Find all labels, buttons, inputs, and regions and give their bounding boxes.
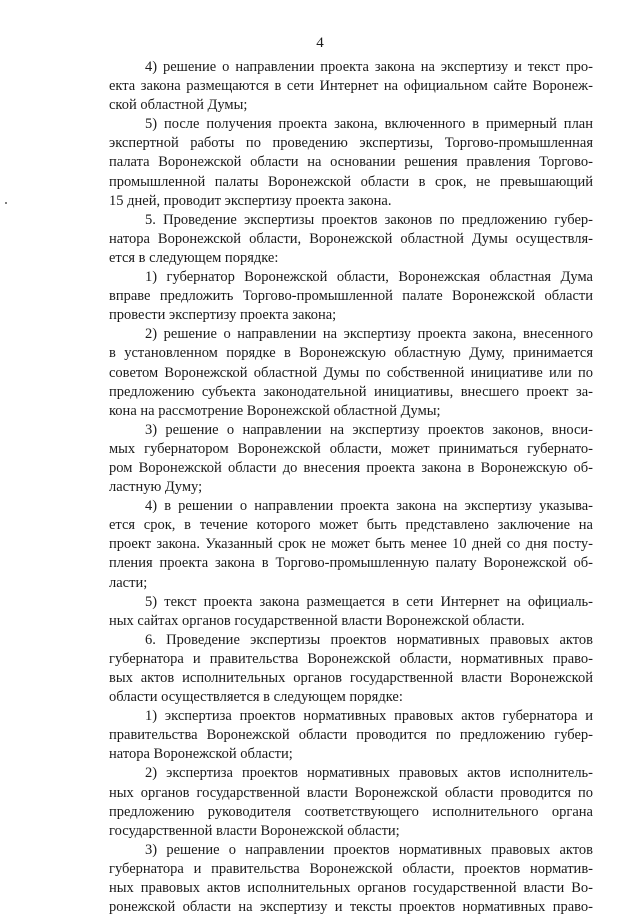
text-line: мых губернатором Воронежской области, может приниматься губернато- (109, 440, 593, 457)
text-line: кона на рассмотрение Воронежской областной Думы; (109, 402, 441, 419)
text-line: 4) в решении о направлении проекта закона на экспертизу указыва- (145, 498, 593, 515)
paragraph (109, 268, 593, 325)
text-line: пления проекта закона в Торгово-промышленную палату Воронежской об- (109, 555, 593, 572)
text-line: ется в следующем порядке: (109, 249, 279, 266)
text-line: палата Воронежской области на основании решения правления Торгово- (109, 154, 593, 171)
text-line: 2) решение о направлении на экспертизу проекта закона, внесенного (145, 326, 593, 343)
text-line: 5) после получения проекта закона, включенного в примерный план (145, 116, 593, 133)
text-line: натора Воронежской области; (109, 746, 293, 763)
text-line: губернатора и правительства Воронежской области, проектов норматив- (109, 860, 593, 877)
text-line: предложению руководителя соответствующего исполнительного органа (109, 803, 593, 820)
text-line: вых актов исполнительных органов государственной власти Воронежской (109, 670, 593, 686)
paragraph (109, 707, 593, 764)
paragraph (109, 211, 593, 268)
paragraph (109, 325, 593, 420)
text-line: 1) губернатор Воронежской области, Воронежская областная Дума (145, 269, 593, 286)
text-line: ных органов государственной власти Воронежской области проводится по (109, 784, 593, 801)
text-line: 5) текст проекта закона размещается в сети Интернет на официаль- (145, 593, 593, 610)
text-line: области осуществляется в следующем порядке: (109, 689, 403, 706)
text-line: натора Воронежской области, Воронежской областной Думы осуществля- (109, 230, 593, 247)
text-line: 3) решение о направлении на экспертизу проектов законов, вноси- (145, 421, 593, 438)
text-line: в установленном порядке в Воронежскую областную Думу, принимается (109, 345, 593, 362)
text-line: провести экспертизу проекта закона; (109, 307, 337, 324)
text-line: советом Воронежской областной Думы по собственной инициативе или по (109, 364, 593, 381)
page-number: 4 (316, 35, 324, 51)
paragraph (109, 631, 593, 707)
text-line: губернатора и правительства Воронежской области, нормативных право- (109, 650, 593, 667)
paragraph (109, 421, 593, 497)
text-line: 5. Проведение экспертизы проектов законов по предложению губер- (145, 211, 593, 228)
text-line: вправе предложить Торгово-промышленной палате Воронежской области (109, 288, 593, 305)
text-line: проект закона. Указанный срок не может быть менее 10 дней со дня посту- (109, 536, 593, 553)
text-line: екта закона размещаются в сети Интернет на официальном сайте Воронеж- (109, 78, 593, 95)
text-line: экспертной работы по проведению экспертизы, Торгово-промышленная (109, 135, 593, 152)
text-line: 2) экспертиза проектов нормативных правовых актов исполнитель- (145, 765, 593, 782)
text-line: предложению субъекта законодательной инициативы, внесшего проект за- (109, 383, 593, 400)
paragraph (109, 593, 593, 631)
text-line: 6. Проведение экспертизы проектов нормативных правовых актов (145, 631, 593, 648)
paragraph (109, 58, 593, 115)
text-line: 15 дней, проводит экспертизу проекта закона. (109, 192, 392, 209)
paragraph (109, 115, 593, 210)
text-line: ской областной Думы; (109, 97, 248, 114)
scan-speck (5, 202, 7, 204)
text-line: ластную Думу; (109, 479, 203, 496)
text-line: ных сайтах органов государственной власти Воронежской области. (109, 612, 525, 629)
paragraph (109, 497, 593, 592)
text-line: правительства Воронежской области проводится по предложению губер- (109, 727, 593, 744)
text-line: ронежской области на экспертизу и тексты проектов нормативных право- (109, 899, 593, 916)
paragraph (109, 764, 593, 840)
text-line: 1) экспертиза проектов нормативных правовых актов губернатора и (145, 708, 593, 725)
text-line: государственной власти Воронежской области; (109, 822, 400, 839)
document-body (109, 58, 593, 917)
text-line: ных правовых актов исполнительных органов государственной власти Во- (109, 880, 593, 897)
text-line: 3) решение о направлении проектов нормативных правовых актов (145, 841, 593, 858)
text-line: промышленной палаты Воронежской области в срок, не превышающий (109, 173, 593, 190)
text-line: 4) решение о направлении проекта закона на экспертизу и текст про- (145, 59, 593, 75)
text-line: ласти; (109, 574, 148, 591)
text-line: ется срок, в течение которого может быть представлено заключение на (109, 517, 593, 534)
text-line: ром Воронежской области до внесения проекта закона в Воронежскую об- (109, 459, 593, 476)
paragraph (109, 841, 593, 917)
